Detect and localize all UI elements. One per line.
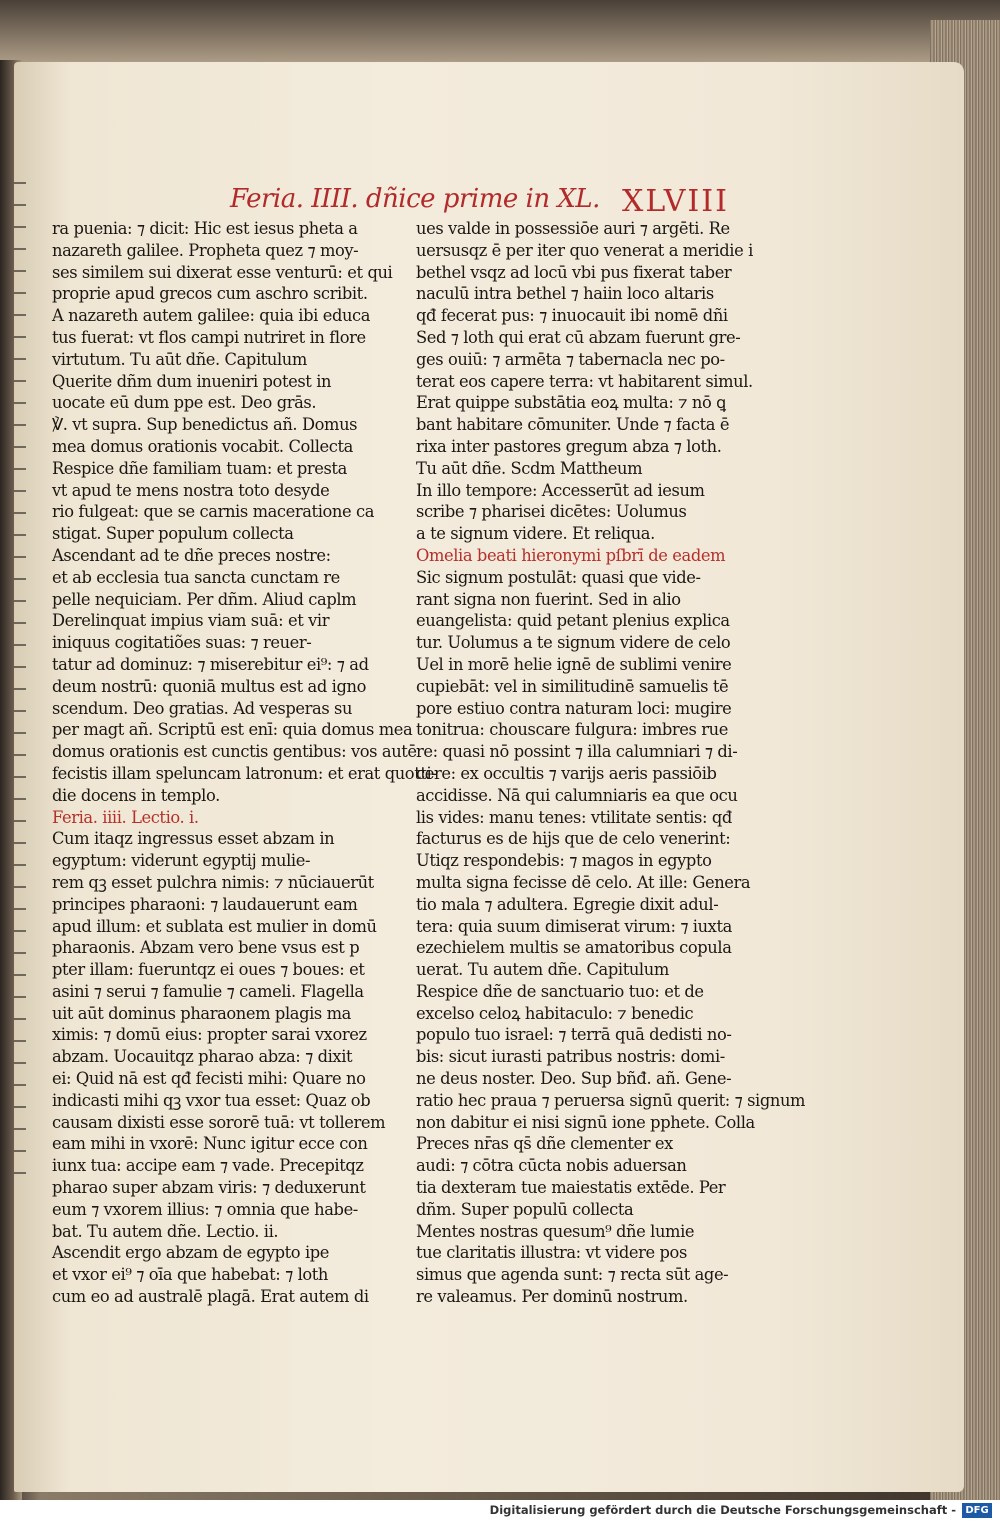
text-line: Omelia beati hieronymi pſbrī de eadem <box>416 545 726 565</box>
text-line: A nazareth autem galilee: quia ibi educa <box>52 306 371 326</box>
text-line: apud illum: et sublata est mulier in domū <box>52 916 377 936</box>
text-line: et ab ecclesia tua sancta cunctam re <box>52 567 340 587</box>
text-line: et vxor ei⁹ ⁊ oīa que habebat: ⁊ loth <box>52 1265 329 1285</box>
text-line: nazareth galilee. Propheta quez ⁊ moy- <box>52 240 359 260</box>
text-line: bethel vsqz ad locū vbi pus fixerat taber <box>416 262 732 282</box>
text-line: accidisse. Nā qui calumniaris ea que ocu <box>416 785 738 805</box>
running-head: Feria. IIII. dñice prime in XL. <box>230 184 600 214</box>
text-line: pharao super abzam viris: ⁊ deduxerunt <box>52 1178 366 1198</box>
text-line: Derelinquat impius viam suā: et vir <box>52 611 330 631</box>
text-line: rio fulgeat: que se carnis maceratione ca <box>52 502 375 522</box>
text-line: lis vides: manu tenes: vtilitate sentis: qđ <box>416 807 732 827</box>
text-line: Erat quippe substātia eoꝝ multa: ⁊ nō ꝗ <box>416 393 726 413</box>
text-line: Sic signum postulāt: quasi que vide- <box>416 567 701 587</box>
text-line: virtutum. Tu aūt dñe. Capitulum <box>52 349 307 369</box>
text-line: multa signa fecisse dē celo. At ille: Genera <box>416 872 751 892</box>
right-text-column <box>416 218 806 1308</box>
text-line: stigat. Super populum collecta <box>52 524 294 544</box>
text-line: excelso celoꝝ habitaculo: ⁊ benedic <box>416 1003 694 1023</box>
text-line: ues valde in possessiōe auri ⁊ argēti. Re <box>416 219 730 238</box>
text-line: euangelista: quid petant plenius explica <box>416 611 730 631</box>
text-line: vt apud te mens nostra toto desyde <box>52 480 330 500</box>
text-line: principes pharaoni: ⁊ laudauerunt eam <box>52 894 358 914</box>
text-line: indicasti mihi qꝫ vxor tua esset: Quaz ob <box>52 1090 371 1110</box>
text-line: deum nostrū: quoniā multus est ad igno <box>52 676 366 696</box>
text-line: tia dexteram tue maiestatis extēde. Per <box>416 1178 726 1198</box>
text-line: scribe ⁊ pharisei dicētes: Uolumus <box>416 502 687 522</box>
text-line: Mentes nostras quesum⁹ dñe lumie <box>416 1221 695 1241</box>
text-line: rant signa non fuerint. Sed in alio <box>416 589 681 609</box>
text-line: ezechielem multis se amatoribus copula <box>416 938 732 958</box>
text-line: bant habitare cōmuniter. Unde ⁊ facta ē <box>416 415 730 435</box>
text-line: facturus es de hijs que de celo venerint: <box>416 829 731 849</box>
text-line: populo tuo israel: ⁊ terrā quā dedisti no- <box>416 1025 732 1045</box>
text-line: tus fuerat: vt flos campi nutriret in flore <box>52 327 366 347</box>
text-line: bat. Tu autem dñe. Lectio. ii. <box>52 1221 279 1241</box>
text-line: Preces nr̄as qs̄ dñe clementer ex <box>416 1134 673 1154</box>
text-line: terat eos capere terra: vt habitarent simul. <box>416 371 753 391</box>
text-line: ximis: ⁊ domū eius: propter sarai vxorez <box>52 1025 367 1045</box>
text-line: egyptum: viderunt egyptij mulie- <box>52 851 311 871</box>
text-line: pore estiuo contra naturam loci: mugire <box>416 698 732 718</box>
text-line: dñm. Super populū collecta <box>416 1199 634 1219</box>
text-line: ℣. vt supra. Sup benedictus añ. Domus <box>52 415 358 435</box>
text-line: uit aūt dominus pharaonem plagis ma <box>52 1003 351 1023</box>
text-line: pelle nequiciam. Per dñm. Aliud caplm <box>52 589 357 609</box>
text-line: die docens in templo. <box>52 785 220 805</box>
book-top-edge <box>0 0 1000 70</box>
dfg-logo: DFG <box>962 1503 992 1518</box>
text-line: tue claritatis illustra: vt videre pos <box>416 1243 687 1263</box>
text-line: asini ⁊ serui ⁊ famulie ⁊ cameli. Flagella <box>52 981 364 1001</box>
text-line: iunx tua: accipe eam ⁊ vade. Precepitqz <box>52 1156 364 1176</box>
left-text-column <box>52 218 437 1308</box>
text-line: tonitrua: chouscare fulgura: imbres rue <box>416 720 728 740</box>
text-line: Feria. iiii. Lectio. i. <box>52 807 199 827</box>
text-line: pter illam: fueruntqz ei oues ⁊ boues: et <box>52 960 365 980</box>
text-line: ses similem sui dixerat esse venturū: et qui <box>52 262 393 282</box>
text-line: re valeamus. Per dominū nostrum. <box>416 1287 688 1307</box>
text-line: bis: sicut iurasti patribus nostris: domi- <box>416 1047 725 1067</box>
text-line: domus orationis est cunctis gentibus: vos autē <box>52 742 417 762</box>
text-line: Utiqz respondebis: ⁊ magos in egypto <box>416 851 712 871</box>
text-line: tera: quia suum dimiserat virum: ⁊ iuxta <box>416 916 732 936</box>
text-line: proprie apud grecos cum aschro scribit. <box>52 284 368 304</box>
funding-credit: Digitalisierung gefördert durch die Deutsche Forschungsgemeinschaft - <box>489 1503 956 1517</box>
text-line: In illo tempore: Accesserūt ad iesum <box>416 480 705 500</box>
text-line: Ascendit ergo abzam de egypto ipe <box>52 1243 330 1263</box>
text-line: pharaonis. Abzam vero bene vsus est p <box>52 938 360 958</box>
text-line: uerat. Tu autem dñe. Capitulum <box>416 960 669 980</box>
text-line: rem qꝫ esset pulchra nimis: ⁊ nūciauerūt <box>52 872 374 892</box>
text-line: Ascendant ad te dñe preces nostre: <box>52 545 331 565</box>
text-line: simus que agenda sunt: ⁊ recta sūt age- <box>416 1265 729 1285</box>
text-line: mea domus orationis vocabit. Collecta <box>52 436 353 456</box>
text-line: Respice dñe de sanctuario tuo: et de <box>416 981 704 1001</box>
text-line: tatur ad dominuz: ⁊ miserebitur ei⁹: ⁊ ad <box>52 654 369 674</box>
text-line: tio mala ⁊ adultera. Egregie dixit adul- <box>416 894 719 914</box>
text-line: cupiebāt: vel in similitudinē samuelis tē <box>416 676 729 696</box>
digitization-footer <box>0 1500 1000 1522</box>
text-line: cum eo ad australē plagā. Erat autem di <box>52 1287 369 1307</box>
text-line: uocate eū dum ppe est. Deo grās. <box>52 393 317 413</box>
facing-page-sliver <box>14 182 26 1182</box>
text-line: Cum itaqz ingressus esset abzam in <box>52 829 335 849</box>
text-line: per magt añ. Scriptū est enī: quia domus mea <box>52 720 413 740</box>
text-line: Respice dñe familiam tuam: et presta <box>52 458 347 478</box>
text-line: causam dixisti esse sororē tuā: vt tollerem <box>52 1112 386 1132</box>
text-line: eum ⁊ vxorem illius: ⁊ omnia que habe- <box>52 1199 358 1219</box>
text-line: scendum. Deo gratias. Ad vesperas su <box>52 698 353 718</box>
text-line: eam mihi in vxorē: Nunc igitur ecce con <box>52 1134 368 1154</box>
text-line: Sed ⁊ loth qui erat cū abzam fuerunt gre- <box>416 327 741 347</box>
text-line: a te signum videre. Et reliqua. <box>416 524 655 544</box>
text-line: cere: ex occultis ⁊ varijs aeris passiōib <box>416 763 717 783</box>
text-line: ne deus noster. Deo. Sup bñđ. añ. Gene- <box>416 1069 732 1089</box>
text-line: abzam. Uocauitqz pharao abza: ⁊ dixit <box>52 1047 353 1067</box>
text-line: ges ouiū: ⁊ armēta ⁊ tabernacla nec po- <box>416 349 725 369</box>
text-line: tur. Uolumus a te signum videre de celo <box>416 633 731 653</box>
text-line: qđ fecerat pus: ⁊ inuocauit ibi nomē dñi <box>416 306 728 326</box>
text-line: rixa inter pastores gregum abza ⁊ loth. <box>416 436 722 456</box>
text-line: naculū intra bethel ⁊ haiin loco altaris <box>416 284 714 304</box>
text-line: ra puenia: ⁊ dicit: Hic est iesus pheta a <box>52 219 358 238</box>
text-line: fecistis illam speluncam latronum: et erat quotti- <box>52 763 437 783</box>
text-line: iniquus cogitatiões suas: ⁊ reuer- <box>52 633 312 653</box>
text-line: uersusqz ē per iter quo venerat a meridie i <box>416 240 753 260</box>
text-line: re: quasi nō possint ⁊ illa calumniari ⁊ di- <box>416 742 738 762</box>
text-line: ei: Quid nā est qđ fecisti mihi: Quare no <box>52 1069 366 1089</box>
text-line: Tu aūt dñe. Scdm Mattheum <box>416 458 643 478</box>
folio-number: XLVIII <box>622 184 729 219</box>
text-line: non dabitur ei nisi signū ione pphete. Colla <box>416 1112 755 1132</box>
text-line: Querite dñm dum inueniri potest in <box>52 371 332 391</box>
text-line: ratio hec praua ⁊ peruersa signū querit: ⁊ signum <box>416 1090 806 1110</box>
text-line: audi: ⁊ cōtra cūcta nobis aduersan <box>416 1156 687 1176</box>
text-line: Uel in morē helie ignē de sublimi venire <box>416 654 732 674</box>
